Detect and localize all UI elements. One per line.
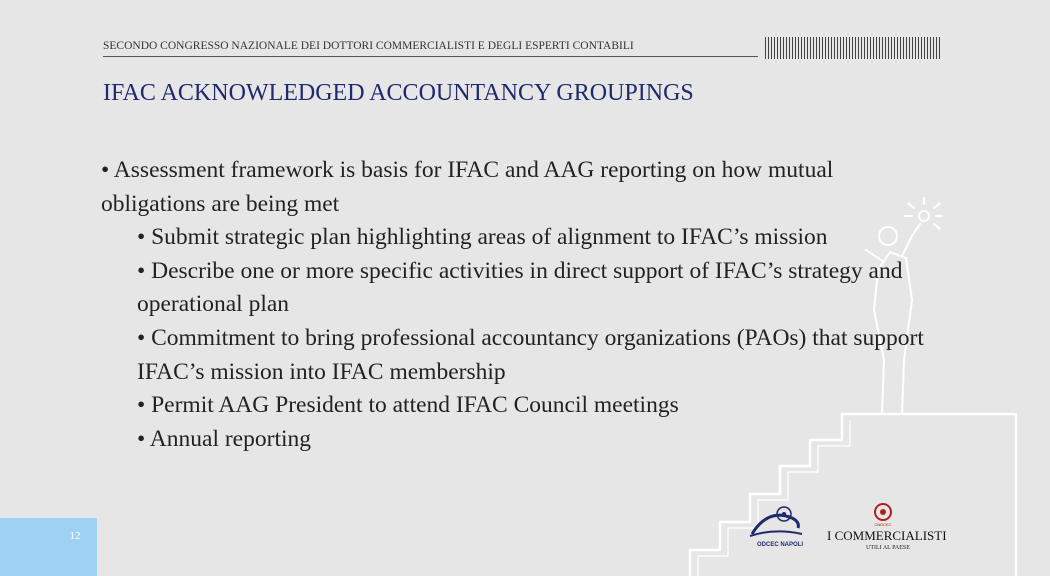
slide-title: IFAC ACKNOWLEDGED ACCOUNTANCY GROUPINGS (103, 80, 694, 106)
commercialisti-name: I COMMERCIALISTI (827, 528, 947, 543)
header-divider (103, 56, 758, 57)
page-number: 12 (69, 530, 81, 542)
sub-bullet: • Submit strategic plan highlighting areas of alignment to IFAC’s mission (137, 224, 828, 251)
cndcec-label: CNDCEC (874, 522, 892, 527)
congress-header: SECONDO CONGRESSO NAZIONALE DEI DOTTORI COMMERCIALISTI E DEGLI ESPERTI CONTABILI (103, 40, 634, 52)
sub-bullet: • Describe one or more specific activities in direct support of IFAC’s strategy and operational plan (137, 257, 903, 318)
slide-content (101, 154, 941, 456)
barcode-decoration (765, 37, 942, 59)
sub-bullet: • Commitment to bring professional accountancy organizations (PAOs) that support IFAC’s mission into IFAC membership (137, 324, 924, 385)
sub-bullet: • Annual reporting (137, 425, 312, 452)
odcec-logo-icon (748, 498, 804, 542)
commercialisti-emblem-icon (870, 502, 896, 522)
sub-bullet: • Permit AAG President to attend IFAC Council meetings (137, 392, 679, 419)
commercialisti-tagline: UTILI AL PAESE (866, 545, 910, 551)
main-bullet: • Assessment framework is basis for IFAC and AAG reporting on how mutual obligations are being met (101, 157, 834, 217)
page-number-box (0, 518, 97, 576)
odcec-label: ODCEC NAPOLI (757, 542, 804, 548)
